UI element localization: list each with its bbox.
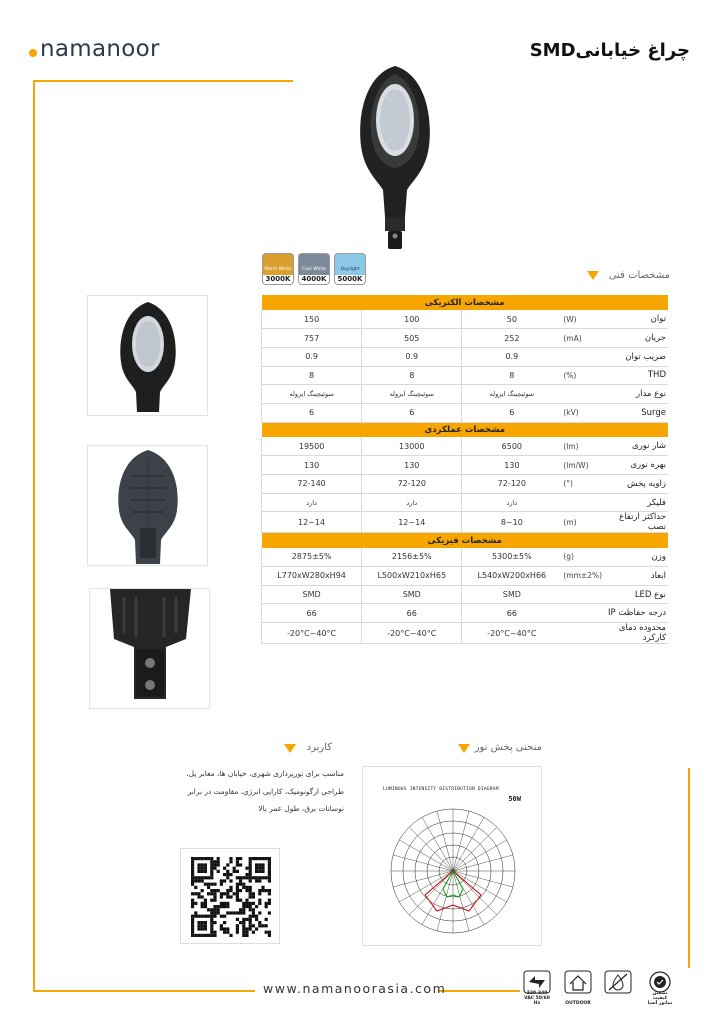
spec-row xyxy=(262,329,669,348)
spec-row xyxy=(262,456,669,475)
spec-row xyxy=(262,347,669,366)
frame-line-left xyxy=(33,80,35,992)
spec-value: 8~10 xyxy=(462,512,562,533)
spec-unit: (°) xyxy=(561,475,604,494)
outdoor-caption: OUTDOOR xyxy=(565,1001,591,1006)
spec-value: 50 xyxy=(462,310,562,329)
spec-value: 72-120 xyxy=(362,475,462,494)
spec-value: 2875±5% xyxy=(262,548,362,567)
lamp-front-image xyxy=(88,296,208,416)
polar-spoke xyxy=(453,817,484,871)
spec-unit xyxy=(561,604,604,623)
spec-value: L500xW210xH65 xyxy=(362,567,462,586)
spec-row xyxy=(262,385,669,404)
spec-unit xyxy=(561,493,604,512)
spec-row xyxy=(262,548,669,567)
spec-value: سوئیچینگ ایزوله xyxy=(362,385,462,404)
polar-plot xyxy=(385,803,521,939)
spec-value: 66 xyxy=(262,604,362,623)
cct-badge-text: Warm White xyxy=(264,267,292,272)
spec-row xyxy=(262,366,669,385)
cct-badge-text: Daylight xyxy=(340,267,360,272)
spec-value: 5300±5% xyxy=(462,548,562,567)
spec-value: 0.9 xyxy=(262,347,362,366)
spec-value: 0.9 xyxy=(462,347,562,366)
spec-value: سوئیچینگ ایزوله xyxy=(262,385,362,404)
spec-value: 130 xyxy=(262,456,362,475)
qr-code-image xyxy=(191,857,271,937)
spec-label: جریان xyxy=(604,329,668,348)
product-photo-mount xyxy=(89,588,210,709)
spec-value: 12~14 xyxy=(262,512,362,533)
spec-unit: (g) xyxy=(561,548,604,567)
spec-unit: (mA) xyxy=(561,329,604,348)
cct-badge-value: 3000K xyxy=(263,275,293,284)
spec-section-title: مشخصات عملکردی xyxy=(262,422,669,437)
spec-row xyxy=(262,310,669,329)
spec-unit: (W) xyxy=(561,310,604,329)
spec-value: L770xW280xH94 xyxy=(262,567,362,586)
light-distribution-diagram xyxy=(362,766,542,946)
heading-arrow-icon xyxy=(458,744,470,753)
spec-value: 6 xyxy=(362,403,462,422)
spec-value: -20°C~40°C xyxy=(462,623,562,644)
spec-value: سوئیچینگ ایزوله xyxy=(462,385,562,404)
spec-row xyxy=(262,475,669,494)
spec-unit: (lm/W) xyxy=(561,456,604,475)
frame-line-bottom-right xyxy=(438,990,520,992)
quality-seal-icon xyxy=(646,970,674,1006)
spec-unit xyxy=(561,385,604,404)
polar-spoke xyxy=(437,811,453,871)
spec-value: 13000 xyxy=(362,437,462,456)
polar-spoke xyxy=(453,811,469,871)
spec-label: توان xyxy=(604,310,668,329)
outdoor-icon xyxy=(564,970,592,1006)
cct-badge-5000k xyxy=(334,253,366,285)
spec-value: 66 xyxy=(462,604,562,623)
spec-value: دارد xyxy=(462,493,562,512)
usage-text: مناسب برای نورپردازی شهری، خیابان ها، معابر پل، طراحی ارگونومیک، کارایی انرژی، مقاومت در برابر نوسانات برق، طول عمر بالا xyxy=(186,769,344,813)
spec-label: THD xyxy=(604,366,668,385)
spec-value: 150 xyxy=(262,310,362,329)
spec-unit: (mm±2%) xyxy=(561,567,604,586)
spec-value: 0.9 xyxy=(362,347,462,366)
polar-spoke xyxy=(393,855,453,871)
voltage-caption: 220-240 VAC 50/60 Hz xyxy=(524,991,550,1006)
spec-label: زاویه پخش xyxy=(604,475,668,494)
usage-heading: کاربرد xyxy=(306,742,332,753)
frame-line-right xyxy=(688,768,690,968)
spec-section-title: مشخصات فیزیکی xyxy=(262,533,669,548)
frame-line-bottom-left xyxy=(33,990,255,992)
spec-row xyxy=(262,567,669,586)
spec-section-header xyxy=(262,533,669,548)
spec-section-title: مشخصات الکتریکی xyxy=(262,295,669,310)
brand-logo: namanoor xyxy=(40,36,160,62)
spec-value: 6500 xyxy=(462,437,562,456)
spec-row xyxy=(262,403,669,422)
spec-label: شار نوری xyxy=(604,437,668,456)
quality-seal-caption: تضمین کیفیت نمانور آسیا xyxy=(647,991,673,1006)
spec-value: 130 xyxy=(362,456,462,475)
spec-row xyxy=(262,493,669,512)
spec-value: SMD xyxy=(362,585,462,604)
spec-label: درجه حفاظت IP xyxy=(604,604,668,623)
spec-row xyxy=(262,585,669,604)
spec-value: -20°C~40°C xyxy=(262,623,362,644)
spec-label: حداکثر ارتفاع نصب xyxy=(604,512,668,533)
lamp-mount-image xyxy=(90,589,210,709)
spec-value: 66 xyxy=(362,604,462,623)
voltage-icon xyxy=(523,970,551,1006)
no-mercury-icon xyxy=(604,970,632,1006)
heading-arrow-icon xyxy=(284,744,296,753)
qr-code[interactable] xyxy=(180,848,280,944)
spec-value: 505 xyxy=(362,329,462,348)
spec-row xyxy=(262,623,669,644)
spec-section-header xyxy=(262,295,669,310)
spec-row xyxy=(262,604,669,623)
product-photo-back xyxy=(87,445,208,566)
spec-value: 72-120 xyxy=(462,475,562,494)
brand-dot xyxy=(29,49,37,57)
spec-row xyxy=(262,512,669,533)
spec-value: 100 xyxy=(362,310,462,329)
lamp-back-image xyxy=(88,446,208,566)
spec-value: 8 xyxy=(262,366,362,385)
spec-label: وزن xyxy=(604,548,668,567)
spec-unit xyxy=(561,347,604,366)
spec-value: 12~14 xyxy=(362,512,462,533)
spec-label: نوع LED xyxy=(604,585,668,604)
spec-unit xyxy=(561,623,604,644)
polar-spoke xyxy=(453,871,469,931)
spec-value: L540xW200xH66 xyxy=(462,567,562,586)
cct-badge-value: 5000K xyxy=(335,275,365,284)
spec-value: 8 xyxy=(362,366,462,385)
spec-table xyxy=(261,295,668,644)
cct-badge-4000k xyxy=(298,253,330,285)
website-link[interactable]: www.namanoorasia.com xyxy=(263,981,447,996)
spec-value: 2156±5% xyxy=(362,548,462,567)
diagram-power: 50W xyxy=(508,795,521,803)
spec-value: 757 xyxy=(262,329,362,348)
spec-unit: (lm) xyxy=(561,437,604,456)
polar-spoke xyxy=(399,840,453,871)
polar-spoke xyxy=(422,817,453,871)
spec-row xyxy=(262,437,669,456)
polar-spoke xyxy=(437,871,453,931)
cct-badge-value: 4000K xyxy=(299,275,329,284)
spec-value: دارد xyxy=(362,493,462,512)
spec-value: 8 xyxy=(462,366,562,385)
spec-value: 6 xyxy=(462,403,562,422)
spec-label: فلیکر xyxy=(604,493,668,512)
spec-value: SMD xyxy=(262,585,362,604)
spec-value: 72-140 xyxy=(262,475,362,494)
spec-value: دارد xyxy=(262,493,362,512)
frame-line-top xyxy=(33,80,293,82)
spec-value: 6 xyxy=(262,403,362,422)
cct-badge-3000k xyxy=(262,253,294,285)
spec-section-header xyxy=(262,422,669,437)
spec-value: -20°C~40°C xyxy=(362,623,462,644)
heading-arrow-icon xyxy=(587,271,599,280)
spec-unit: (m) xyxy=(561,512,604,533)
spec-value: 252 xyxy=(462,329,562,348)
spec-label: ابعاد xyxy=(604,567,668,586)
spec-unit xyxy=(561,585,604,604)
spec-label: نوع مدار xyxy=(604,385,668,404)
polar-spoke xyxy=(453,855,513,871)
product-main-image xyxy=(355,62,435,252)
spec-label: ضریب توان xyxy=(604,347,668,366)
product-photo-front xyxy=(87,295,208,416)
page-title: چراغ خیابانیSMD xyxy=(529,40,690,61)
spec-value: 130 xyxy=(462,456,562,475)
spec-label: محدوده دمای کارکرد xyxy=(604,623,668,644)
spec-unit: (kV) xyxy=(561,403,604,422)
cct-badge-text: Cool White xyxy=(301,267,327,272)
specs-heading: مشخصات فنی xyxy=(608,270,670,281)
spec-label: Surge xyxy=(604,403,668,422)
polar-spoke xyxy=(453,840,507,871)
spec-unit: (%) xyxy=(561,366,604,385)
spec-label: بهره نوری xyxy=(604,456,668,475)
spec-value: 19500 xyxy=(262,437,362,456)
spec-value: SMD xyxy=(462,585,562,604)
diagram-title: LUMINOUS INTENSITY DISTRIBUTION DIAGRAM xyxy=(383,787,499,792)
diagram-heading: منحنی پخش نور xyxy=(474,742,542,753)
